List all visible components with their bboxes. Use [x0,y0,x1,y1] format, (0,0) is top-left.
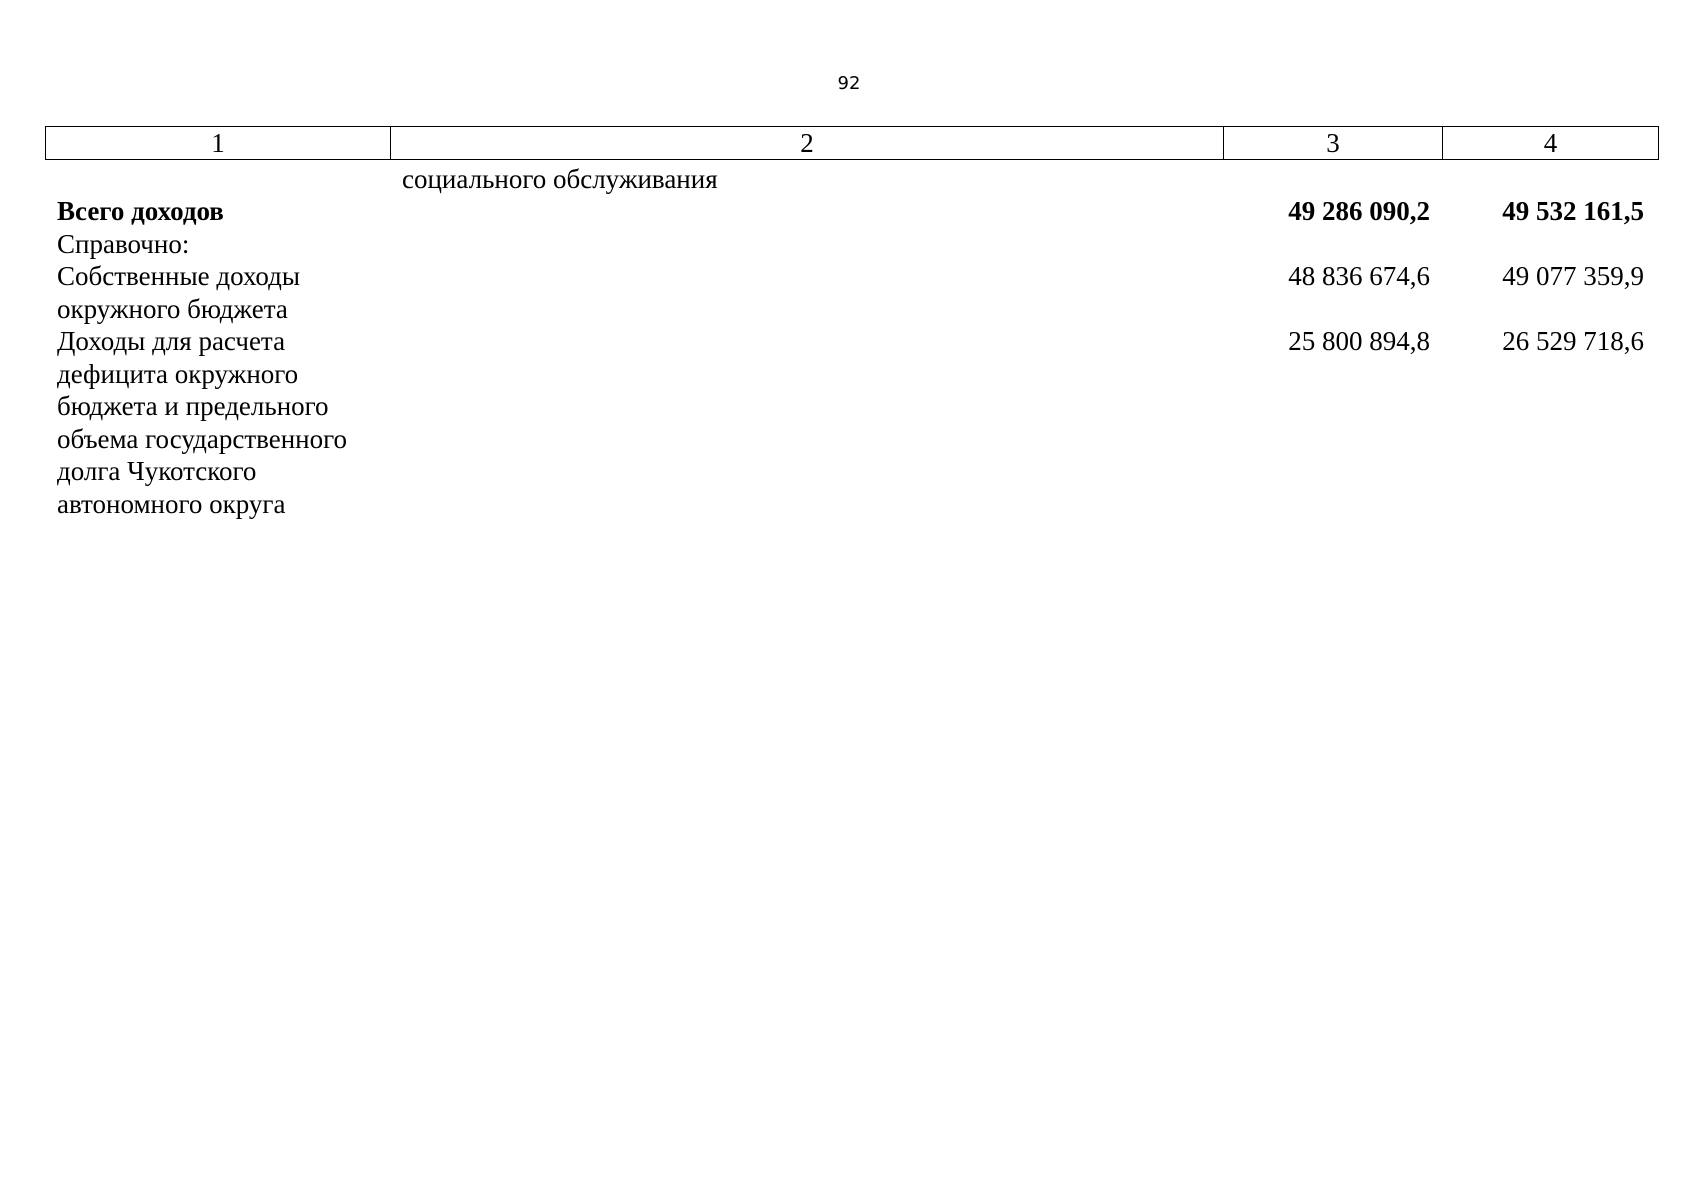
continuation-text: социального обслуживания [402,164,718,194]
page-number: 92 [837,73,861,94]
header-row [46,127,1659,160]
total-revenue-label: Всего доходов [57,196,224,226]
deficit-revenue-label-line1: Доходы для расчета [57,326,286,356]
own-revenue-label-line1: Собственные доходы [57,261,301,291]
deficit-revenue-col3: 25 800 894,8 [1288,326,1430,356]
total-revenue-col3: 49 286 090,2 [1288,196,1430,226]
header-cell-3: 3 [1224,127,1443,160]
deficit-revenue-label-line5: долга Чукотского [57,456,257,486]
deficit-revenue-label-line2: дефицита окружного [57,359,299,389]
total-revenue-col4: 49 532 161,5 [1502,196,1644,226]
deficit-revenue-label-line6: автономного округа [57,489,286,519]
own-revenue-col4: 49 077 359,9 [1502,261,1644,291]
deficit-revenue-label-line4: объема государственного [57,424,348,454]
own-revenue-col3: 48 836 674,6 [1288,261,1430,291]
own-revenue-label-line2: окружного бюджета [57,294,288,324]
header-cell-4: 4 [1443,127,1659,160]
header-cell-2: 2 [391,127,1224,160]
deficit-revenue-col4: 26 529 718,6 [1502,326,1644,356]
reference-label: Справочно: [57,229,190,259]
header-cell-1: 1 [46,127,391,160]
column-number-header-table [45,126,1659,160]
deficit-revenue-label-line3: бюджета и предельного [57,391,329,421]
